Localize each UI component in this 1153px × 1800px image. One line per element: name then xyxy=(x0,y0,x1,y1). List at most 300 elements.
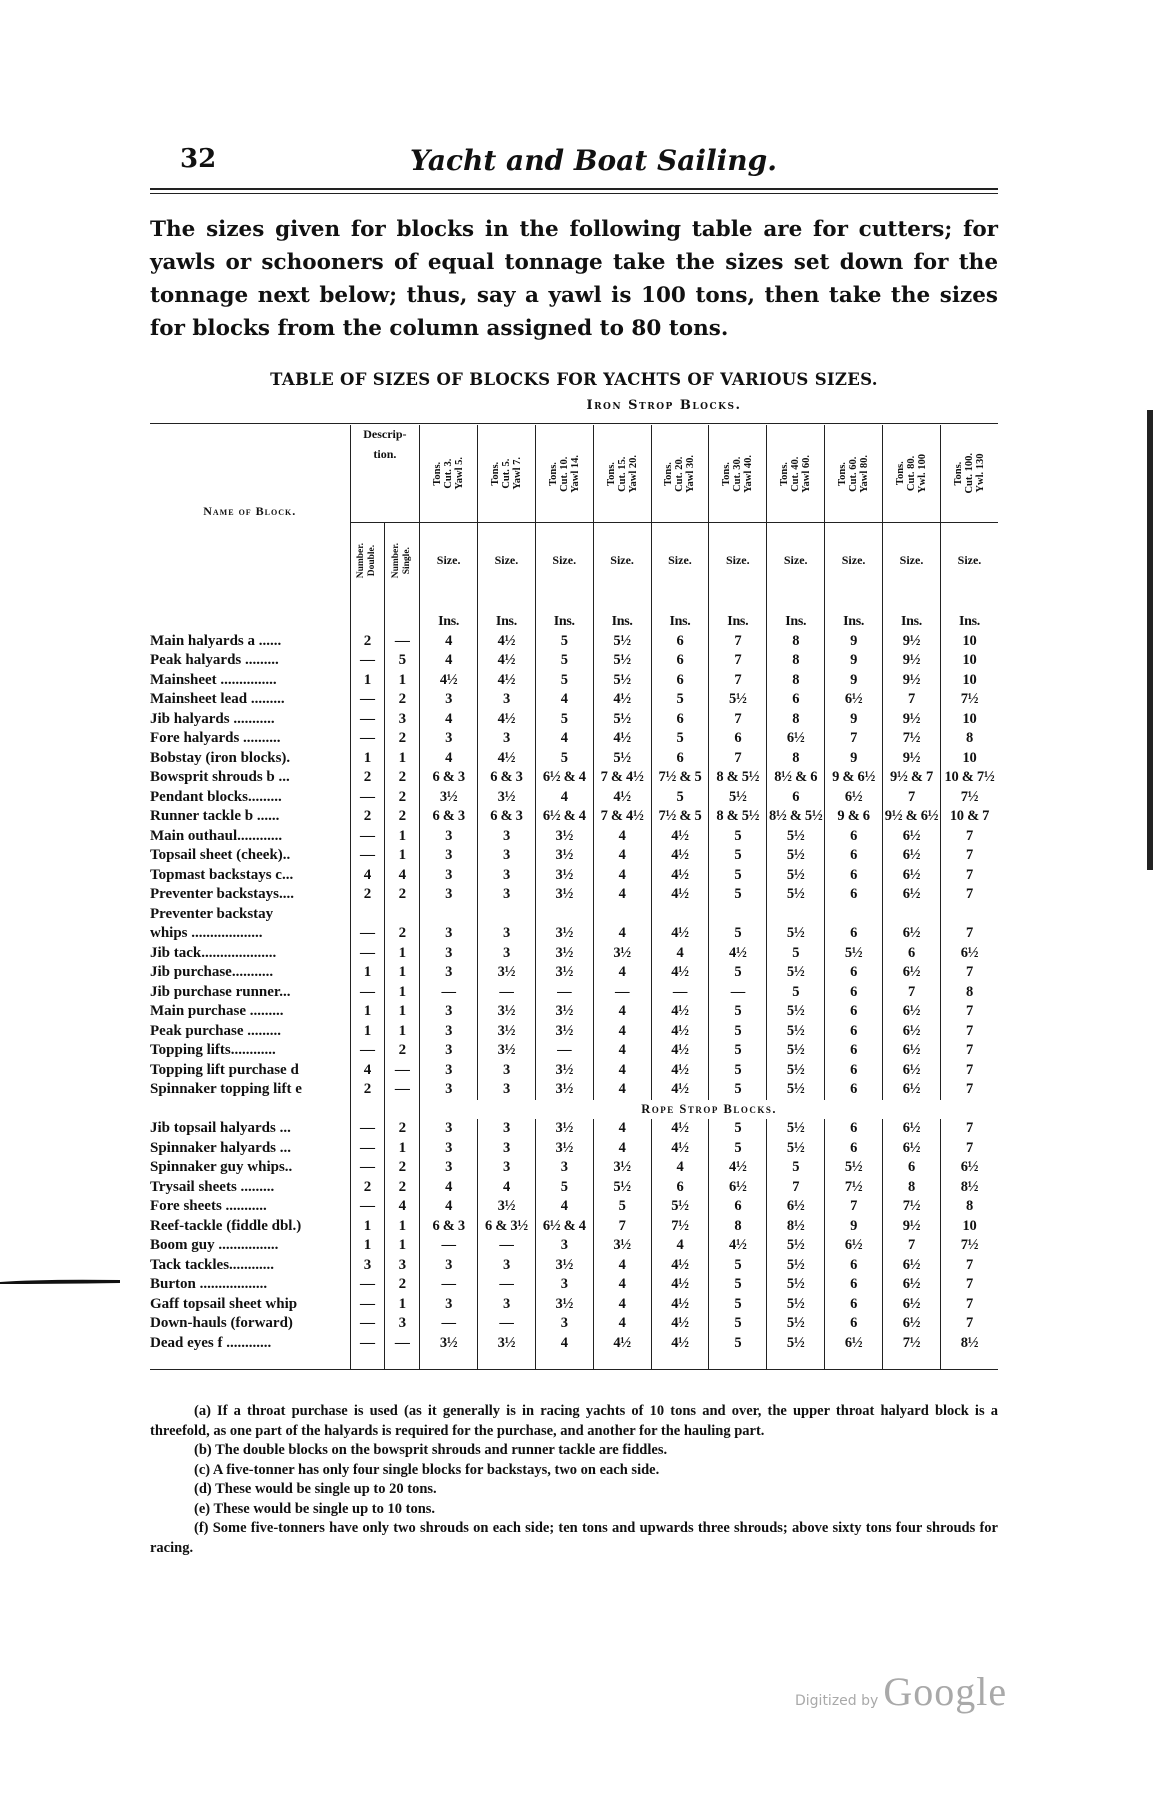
footnote: (d) These would be single up to 20 tons. xyxy=(194,1481,437,1497)
number-double: — xyxy=(350,1275,385,1295)
block-size: 7 xyxy=(825,729,883,749)
number-single: 2 xyxy=(385,690,420,710)
table-row xyxy=(150,944,998,964)
block-size: 7 xyxy=(883,983,941,1003)
block-size: 3 xyxy=(478,1080,536,1100)
tonnage-header xyxy=(940,425,998,523)
block-size: 6 & 3 xyxy=(420,1217,478,1237)
block-size: 5½ xyxy=(767,1295,825,1315)
block-size: 4½ xyxy=(651,963,709,983)
block-size: 4½ xyxy=(709,1158,767,1178)
block-name: Jib purchase........... xyxy=(150,963,350,983)
block-size: — xyxy=(593,983,651,1003)
number-single: 4 xyxy=(385,866,420,886)
block-size xyxy=(709,905,767,925)
footnote: (a) If a throat purchase is used (as it generally is in racing yachts of 10 tons and over, the upper throat halyard block is a threefold, as one part of the halyards is required for the purchase, and another for the hauling part. xyxy=(150,1403,998,1439)
table-title: TABLE OF SIZES OF BLOCKS FOR YACHTS OF VARIOUS SIZES. xyxy=(270,370,878,389)
block-size: 3 xyxy=(478,690,536,710)
number-single: 1 xyxy=(385,963,420,983)
block-size: 5½ xyxy=(651,1197,709,1217)
block-size: 5½ xyxy=(767,1022,825,1042)
number-single: 1 xyxy=(385,1139,420,1159)
block-size: 7 xyxy=(709,632,767,652)
block-size: 3 xyxy=(420,1256,478,1276)
block-size: 4½ xyxy=(478,710,536,730)
block-name: Jib topsail halyards ... xyxy=(150,1119,350,1139)
block-size: 3 xyxy=(420,885,478,905)
ink-smudge xyxy=(0,1278,120,1286)
number-double: — xyxy=(350,690,385,710)
block-size: 5 xyxy=(709,1275,767,1295)
block-size xyxy=(940,905,998,925)
number-single: 3 xyxy=(385,710,420,730)
table-row xyxy=(150,1314,998,1334)
block-name: Gaff topsail sheet whip xyxy=(150,1295,350,1315)
block-size: 4½ xyxy=(651,1061,709,1081)
tonnage-label: Tons. Cut. 3. Yawl 5. xyxy=(432,457,466,490)
block-size: 5½ xyxy=(767,866,825,886)
block-size: 8 xyxy=(883,1178,941,1198)
tonnage-header xyxy=(883,425,941,523)
number-single: 1 xyxy=(385,671,420,691)
block-size: 4 xyxy=(593,924,651,944)
table-row xyxy=(150,1139,998,1159)
block-name: Jib purchase runner... xyxy=(150,983,350,1003)
block-size: 8 xyxy=(767,749,825,769)
block-size: 4½ xyxy=(651,1275,709,1295)
block-size: 7½ xyxy=(883,729,941,749)
block-size: — xyxy=(420,1236,478,1256)
block-size: 6½ xyxy=(883,866,941,886)
footnotes xyxy=(150,1402,998,1558)
tonnage-header xyxy=(535,425,593,523)
table-row xyxy=(150,1158,998,1178)
block-size: 4½ xyxy=(651,1080,709,1100)
block-name: Preventer backstays.... xyxy=(150,885,350,905)
header-rule xyxy=(150,188,998,190)
block-size xyxy=(825,905,883,925)
block-size: 5½ xyxy=(593,632,651,652)
block-size: 5½ xyxy=(767,1041,825,1061)
number-double: 1 xyxy=(350,1217,385,1237)
size-header: Size. xyxy=(651,523,709,599)
block-size: 3 xyxy=(478,1295,536,1315)
block-size: 5½ xyxy=(825,944,883,964)
number-double: 4 xyxy=(350,1061,385,1081)
block-size: 5 xyxy=(709,1314,767,1334)
tonnage-header xyxy=(825,425,883,523)
block-size: 9½ xyxy=(883,1217,941,1237)
block-size: 7 xyxy=(883,690,941,710)
block-size: 4 xyxy=(593,827,651,847)
block-size: 4 xyxy=(593,1119,651,1139)
block-name: Bowsprit shrouds b ... xyxy=(150,768,350,788)
block-size: 6½ xyxy=(883,1314,941,1334)
block-name: Down-hauls (forward) xyxy=(150,1314,350,1334)
block-size: 8 & 5½ xyxy=(709,768,767,788)
block-size: 6 xyxy=(767,690,825,710)
table-row xyxy=(150,983,998,1003)
block-size: 9 xyxy=(825,749,883,769)
block-size: 5 xyxy=(709,1080,767,1100)
block-size: 4 xyxy=(535,1334,593,1354)
block-size: 7 xyxy=(966,827,973,844)
number-double: — xyxy=(350,944,385,964)
block-size: 5 xyxy=(709,963,767,983)
number-double: 1 xyxy=(350,963,385,983)
block-size: — xyxy=(420,983,478,1003)
block-size: 6½ xyxy=(883,1041,941,1061)
units-row xyxy=(150,612,998,632)
block-size: 3½ xyxy=(593,1236,651,1256)
block-size: 8 & 5½ xyxy=(709,807,767,827)
block-size: 3 xyxy=(478,846,536,866)
block-size: 4½ xyxy=(593,729,651,749)
block-size: 5½ xyxy=(767,1236,825,1256)
block-size: 8½ xyxy=(960,1178,979,1195)
block-name: Reef-tackle (fiddle dbl.) xyxy=(150,1217,350,1237)
block-size: 5 xyxy=(535,710,593,730)
block-size: 3½ xyxy=(535,963,593,983)
block-size: 7 xyxy=(966,1256,973,1273)
block-size: 7½ & 5 xyxy=(651,807,709,827)
number-double: — xyxy=(350,729,385,749)
number-double: — xyxy=(350,710,385,730)
block-size: 3 xyxy=(420,690,478,710)
block-size: 3½ xyxy=(535,1139,593,1159)
block-size: 3½ xyxy=(478,1197,536,1217)
block-size: 6½ xyxy=(960,944,979,961)
number-single: 2 xyxy=(385,924,420,944)
block-size: 3 xyxy=(420,1061,478,1081)
block-size: 7 xyxy=(709,710,767,730)
block-size: 6 xyxy=(825,1061,883,1081)
block-size: 7 xyxy=(966,847,973,863)
block-size: 3 xyxy=(420,866,478,886)
block-size: 9½ & 7 xyxy=(883,768,941,788)
block-size: 4½ xyxy=(709,1236,767,1256)
block-size: 4 xyxy=(535,788,593,808)
block-size: 6 xyxy=(825,1139,883,1159)
block-size: 6½ & 4 xyxy=(535,768,593,788)
block-size: 4 xyxy=(420,632,478,652)
block-size: 6½ & 4 xyxy=(535,807,593,827)
table-row xyxy=(150,632,998,652)
table-row xyxy=(150,1334,998,1354)
table-row xyxy=(150,710,998,730)
number-double: 2 xyxy=(350,632,385,652)
number-double-label: Number. Double. xyxy=(356,542,378,579)
number-double: 4 xyxy=(350,866,385,886)
number-double: — xyxy=(350,1119,385,1139)
block-size: 10 xyxy=(962,671,977,688)
tonnage-header xyxy=(709,425,767,523)
block-size: 5½ xyxy=(709,788,767,808)
page-header xyxy=(150,140,998,180)
block-size: 3 xyxy=(420,1080,478,1100)
number-single: 4 xyxy=(385,1197,420,1217)
block-name: Tack tackles............ xyxy=(150,1256,350,1276)
number-single: 1 xyxy=(385,846,420,866)
block-size: 9½ xyxy=(883,671,941,691)
block-size: 3½ xyxy=(535,827,593,847)
number-single: 1 xyxy=(385,1022,420,1042)
block-size: 4 xyxy=(535,690,593,710)
block-name: Spinnaker guy whips.. xyxy=(150,1158,350,1178)
tonnage-header xyxy=(420,425,478,523)
block-size: 5 xyxy=(651,788,709,808)
spacer-row xyxy=(150,598,998,612)
block-size: 3 xyxy=(420,944,478,964)
number-single-header xyxy=(385,523,420,599)
block-size: 3½ xyxy=(420,1334,478,1354)
block-name: Topping lift purchase d xyxy=(150,1061,350,1081)
block-size: 4 xyxy=(535,1197,593,1217)
number-single: 2 xyxy=(385,807,420,827)
block-size: 5 xyxy=(651,729,709,749)
block-name: Preventer backstay xyxy=(150,905,350,925)
block-size: 5 xyxy=(709,827,767,847)
block-size: 4 xyxy=(420,1178,478,1198)
block-size: 3 xyxy=(420,1041,478,1061)
block-size: 10 xyxy=(962,632,977,649)
block-size: 5 xyxy=(709,924,767,944)
header-rule-thin xyxy=(150,193,998,194)
block-name: Boom guy ................ xyxy=(150,1236,350,1256)
block-size: 6 & 3½ xyxy=(478,1217,536,1237)
block-name: Peak purchase ......... xyxy=(150,1022,350,1042)
block-size: 8½ xyxy=(767,1217,825,1237)
block-size: 10 xyxy=(962,710,977,727)
block-size: 5 xyxy=(593,1197,651,1217)
number-double: — xyxy=(350,1314,385,1334)
table-row xyxy=(150,905,998,925)
block-size: 8 xyxy=(966,730,973,746)
block-size: 3 xyxy=(420,963,478,983)
block-size: 3½ xyxy=(593,1158,651,1178)
block-size: 10 & 7 xyxy=(949,808,990,824)
tonnage-header xyxy=(478,425,536,523)
table-row xyxy=(150,1217,998,1237)
block-size: 3½ xyxy=(535,1061,593,1081)
block-size: 3½ xyxy=(535,885,593,905)
block-size: 8½ & 5½ xyxy=(767,807,825,827)
table-body xyxy=(150,598,998,1370)
block-size xyxy=(420,905,478,925)
block-name: Fore sheets ........... xyxy=(150,1197,350,1217)
block-size: 9 xyxy=(825,710,883,730)
running-title: Yacht and Boat Sailing. xyxy=(410,144,777,177)
block-size: 6½ xyxy=(883,1061,941,1081)
number-double: 1 xyxy=(350,1236,385,1256)
block-size: 3 xyxy=(478,1158,536,1178)
block-name: Jib halyards ........... xyxy=(150,710,350,730)
number-single xyxy=(385,905,420,925)
iron-strop-subtitle: Iron Strop Blocks. xyxy=(586,398,742,413)
table-row xyxy=(150,1197,998,1217)
block-size: 4½ xyxy=(651,866,709,886)
block-size: 5 xyxy=(709,866,767,886)
number-double: — xyxy=(350,827,385,847)
number-double xyxy=(350,905,385,925)
table-row xyxy=(150,768,998,788)
block-size: 4 xyxy=(593,846,651,866)
block-size: 5½ xyxy=(593,749,651,769)
block-size: 4 xyxy=(593,1139,651,1159)
block-size: 3½ xyxy=(478,1041,536,1061)
block-size: 10 & 7½ xyxy=(944,769,995,785)
block-size: 6½ xyxy=(883,1002,941,1022)
number-single: 3 xyxy=(385,1314,420,1334)
block-size: 7 xyxy=(966,1042,973,1058)
block-size: 5½ xyxy=(767,1314,825,1334)
block-size: 3 xyxy=(478,885,536,905)
block-size: 9½ xyxy=(883,632,941,652)
block-size: 7 xyxy=(966,1022,973,1039)
block-size: 3½ xyxy=(478,1022,536,1042)
table-row xyxy=(150,1178,998,1198)
block-size: 4½ xyxy=(651,846,709,866)
tonnage-label: Tons. Cut. 60. Yawl 80. xyxy=(837,454,871,493)
block-size: 4½ xyxy=(478,632,536,652)
tonnage-label: Tons. Cut. 5. Yawl 7. xyxy=(489,457,523,490)
number-double: 1 xyxy=(350,749,385,769)
number-single: 1 xyxy=(385,1217,420,1237)
block-size: 6 xyxy=(651,1178,709,1198)
block-size: 4 xyxy=(420,651,478,671)
description-label: Descrip- tion. xyxy=(363,427,407,461)
block-size: 9 xyxy=(825,651,883,671)
table-row xyxy=(150,1256,998,1276)
block-size: 4½ xyxy=(651,924,709,944)
block-size: 7 xyxy=(966,1081,973,1097)
block-size: 4½ xyxy=(593,690,651,710)
block-size: 3½ xyxy=(478,1002,536,1022)
description-header xyxy=(350,425,420,523)
block-size: 7 xyxy=(966,1139,973,1156)
block-size: 4 xyxy=(593,885,651,905)
block-size: 7 xyxy=(709,749,767,769)
block-name: Burton .................. xyxy=(150,1275,350,1295)
block-size: 8 xyxy=(767,671,825,691)
block-size: 4½ xyxy=(651,827,709,847)
block-size: 3 xyxy=(420,827,478,847)
number-single: 1 xyxy=(385,749,420,769)
block-size: 9 xyxy=(825,632,883,652)
block-size: 3 xyxy=(478,1061,536,1081)
block-size: 6 xyxy=(825,866,883,886)
block-size: 4 xyxy=(593,1041,651,1061)
block-size: 6 & 3 xyxy=(420,768,478,788)
block-size: 4 xyxy=(593,1002,651,1022)
block-size: 6 xyxy=(767,788,825,808)
number-single: 2 xyxy=(385,885,420,905)
block-size: 5 xyxy=(709,1119,767,1139)
block-name: Mainsheet ............... xyxy=(150,671,350,691)
tonnage-label: Tons. Cut. 15. Yawl 20. xyxy=(605,454,639,493)
block-size: 7 xyxy=(883,788,941,808)
block-size: 4½ xyxy=(651,1334,709,1354)
block-size: 7 xyxy=(966,925,973,941)
block-size: 5½ xyxy=(593,651,651,671)
block-size xyxy=(535,905,593,925)
block-size: 7 xyxy=(883,1236,941,1256)
size-header: Size. xyxy=(478,523,536,599)
block-size: 4½ xyxy=(651,1002,709,1022)
table-row xyxy=(150,1295,998,1315)
block-size xyxy=(593,905,651,925)
block-size: 6½ xyxy=(883,1119,941,1139)
block-size: 5 xyxy=(709,1334,767,1354)
number-double-header xyxy=(350,523,385,599)
number-single: 2 xyxy=(385,1275,420,1295)
block-size: 8 xyxy=(767,710,825,730)
number-double: — xyxy=(350,1334,385,1354)
block-size: 3 xyxy=(478,1256,536,1276)
number-double: — xyxy=(350,983,385,1003)
unit-label: Ins. xyxy=(478,612,536,632)
tonnage-label: Tons. Cut. 20. Yawl 30. xyxy=(663,454,697,493)
watermark-prefix: Digitized by xyxy=(795,1693,879,1709)
block-size: 8 xyxy=(767,651,825,671)
block-size: 5½ xyxy=(593,671,651,691)
block-size: 10 xyxy=(962,749,977,766)
block-size: 6 & 3 xyxy=(478,807,536,827)
block-size: 4½ xyxy=(651,1139,709,1159)
unit-label: Ins. xyxy=(825,612,883,632)
block-size: 3 xyxy=(420,924,478,944)
block-size: 4 xyxy=(593,963,651,983)
block-size: 6½ xyxy=(883,963,941,983)
block-size: — xyxy=(709,983,767,1003)
block-size: 4½ xyxy=(651,1256,709,1276)
block-size: 7 xyxy=(966,964,973,980)
section-row xyxy=(150,1100,998,1120)
block-size: 4½ xyxy=(478,651,536,671)
number-single: 2 xyxy=(385,768,420,788)
block-name: Runner tackle b ...... xyxy=(150,807,350,827)
block-size: 5½ xyxy=(767,1275,825,1295)
block-name: Spinnaker topping lift e xyxy=(150,1080,350,1100)
tonnage-header xyxy=(767,425,825,523)
table-row xyxy=(150,885,998,905)
block-size: 4 xyxy=(593,1275,651,1295)
block-name: Bobstay (iron blocks). xyxy=(150,749,350,769)
block-size: 7½ xyxy=(883,1197,941,1217)
block-size: — xyxy=(420,1275,478,1295)
block-name: Topmast backstays c... xyxy=(150,866,350,886)
block-size: 5½ xyxy=(709,690,767,710)
block-name: Jib tack.................... xyxy=(150,944,350,964)
table-row xyxy=(150,963,998,983)
block-size: 3 xyxy=(478,866,536,886)
block-size: 5 xyxy=(709,846,767,866)
size-header: Size. xyxy=(593,523,651,599)
block-size: — xyxy=(651,983,709,1003)
block-name: Main outhaul............ xyxy=(150,827,350,847)
block-size: 5½ xyxy=(767,1139,825,1159)
block-size: 6½ xyxy=(825,1236,883,1256)
number-double: 2 xyxy=(350,1080,385,1100)
table-row xyxy=(150,924,998,944)
size-header: Size. xyxy=(825,523,883,599)
block-size: 8 xyxy=(709,1217,767,1237)
block-size: 5 xyxy=(709,1022,767,1042)
block-name: Main purchase ......... xyxy=(150,1002,350,1022)
block-size: 8½ & 6 xyxy=(767,768,825,788)
block-size: 3 xyxy=(420,1002,478,1022)
rope-strop-subtitle: Rope Strop Blocks. xyxy=(641,1101,777,1116)
